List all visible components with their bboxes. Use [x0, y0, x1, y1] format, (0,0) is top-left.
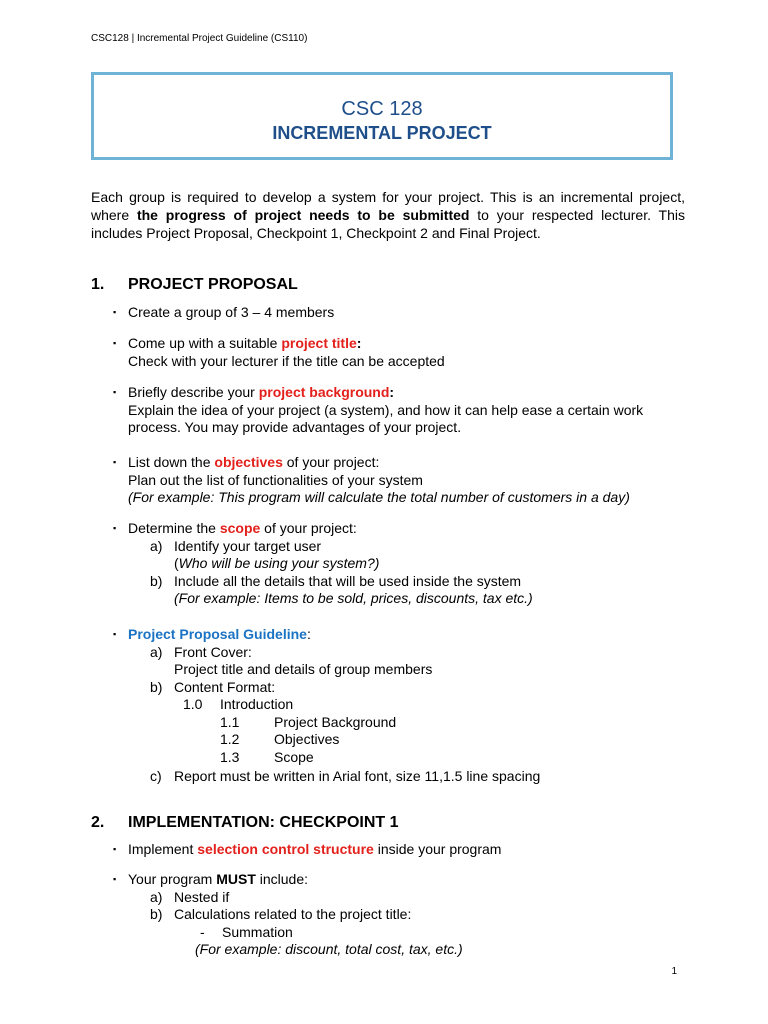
list-item: Project Proposal Guideline:	[128, 626, 311, 642]
sub-item: Content Format:	[174, 678, 276, 695]
sub-label: b)	[150, 572, 163, 589]
toc-entry: Project Background	[274, 713, 397, 730]
sub-item: Report must be written in Arial font, size 11,1.5 line spacing	[174, 768, 541, 784]
list-item: Implement selection control structure inside your program	[128, 841, 502, 857]
sub-sub-item: Summation	[222, 923, 293, 940]
sub-label: b)	[150, 906, 163, 922]
course-code: CSC 128	[341, 98, 423, 120]
sub-item-detail: (Who will be using your system?)	[174, 555, 380, 571]
section-2-heading: 2. IMPLEMENTATION: CHECKPOINT 1	[91, 814, 399, 831]
example-text: (For example: This program will calculate the total number of customers in a day)	[128, 489, 630, 505]
sub-label: a)	[150, 888, 163, 905]
toc-number: 1.3	[220, 748, 240, 765]
bullet-icon: ▪	[113, 457, 117, 467]
sub-item: Front Cover:	[174, 643, 252, 660]
document-title: INCREMENTAL PROJECT	[272, 123, 492, 143]
list-item-detail: process. You may provide advantages of your project.	[128, 419, 462, 435]
list-item: Create a group of 3 – 4 members	[128, 304, 335, 320]
sub-item: Nested if	[174, 888, 230, 905]
list-item: Come up with a suitable project title:	[128, 335, 362, 351]
bullet-icon: ▪	[113, 629, 117, 639]
list-item: List down the objectives of your project:	[128, 454, 380, 470]
sub-item: Calculations related to the project title:	[174, 906, 412, 922]
dash-marker: -	[200, 923, 205, 940]
example-text: (For example: discount, total cost, tax, etc.)	[195, 941, 463, 957]
sub-label: c)	[150, 768, 162, 784]
sub-item-detail: Project title and details of group members	[174, 661, 433, 677]
list-item-detail: Explain the idea of your project (a system), and how it can help ease a certain work	[128, 401, 644, 418]
toc-number: 1.1	[220, 713, 240, 730]
sub-label: b)	[150, 678, 163, 695]
intro-paragraph: Each group is required to develop a system for your project. This is an incremental project, where the progress of project needs to be submitted to your respected lecturer. This includes Project Proposal, Checkpoint 1, Checkpoint 2 and Final Project.	[91, 189, 685, 241]
sub-item: Identify your target user	[174, 537, 322, 554]
title-box	[91, 72, 673, 160]
list-item: Your program MUST include:	[128, 871, 309, 887]
toc-number: 1.2	[220, 731, 240, 747]
intro-emphasis: the progress of project needs to be submitted	[136, 207, 470, 223]
toc-entry: Objectives	[274, 731, 340, 747]
toc-entry: Scope	[274, 748, 314, 765]
bullet-icon: ▪	[113, 307, 117, 317]
sub-label: a)	[150, 643, 163, 660]
section-1-heading: 1. PROJECT PROPOSAL	[91, 276, 298, 293]
bullet-icon: ▪	[113, 387, 117, 397]
guideline-link: Project Proposal Guideline	[128, 626, 307, 642]
toc-number: 1.0	[183, 696, 203, 712]
page-header: CSC128 | Incremental Project Guideline (CS110)	[91, 33, 308, 44]
bullet-icon: ▪	[113, 844, 117, 854]
bullet-icon: ▪	[113, 523, 117, 533]
list-item-detail: Check with your lecturer if the title can be accepted	[128, 352, 445, 369]
sub-item: Include all the details that will be used inside the system	[174, 572, 522, 589]
list-item-detail: Plan out the list of functionalities of your system	[128, 471, 423, 488]
list-item: Determine the scope of your project:	[128, 520, 357, 536]
toc-entry: Introduction	[220, 696, 294, 712]
example-text: (For example: Items to be sold, prices, discounts, tax etc.)	[174, 590, 533, 606]
page-number: 1	[671, 966, 677, 977]
bullet-icon: ▪	[113, 874, 117, 884]
sub-label: a)	[150, 537, 163, 554]
bullet-icon: ▪	[113, 338, 117, 348]
list-item: Briefly describe your project background:	[128, 384, 395, 400]
